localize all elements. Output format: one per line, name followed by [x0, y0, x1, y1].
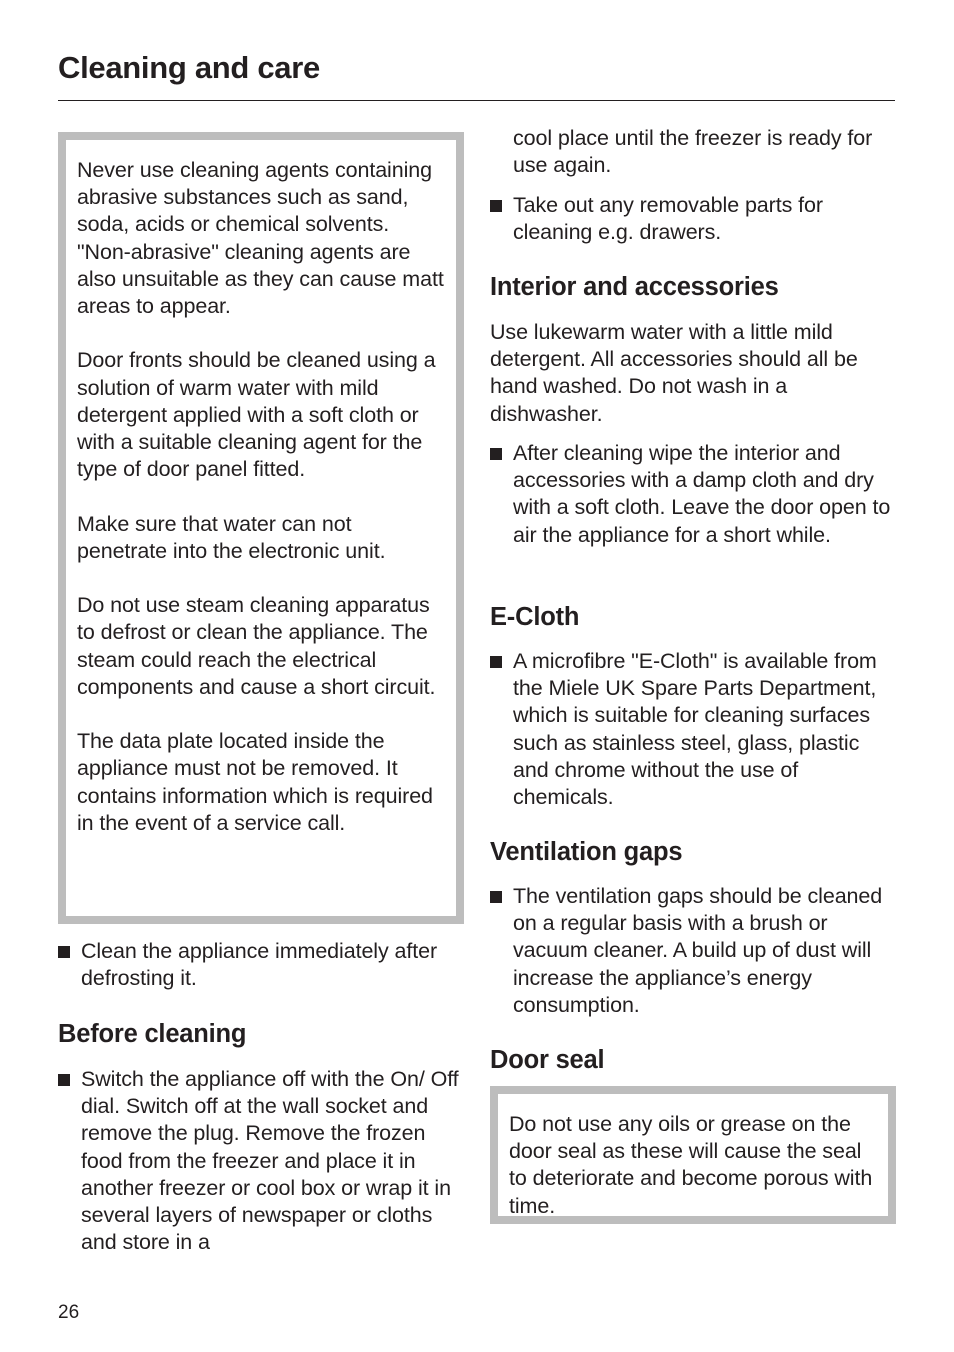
warning-box: [58, 132, 464, 924]
bullet-square-icon: [490, 200, 502, 212]
bullet-item: Switch the appliance off with the On/ Off dial. Switch off at the wall socket and remove the plug. Remove the frozen food from the freezer and place it in another freezer or cool box or wrap it in several layers of newspaper or cloths and store in a: [58, 1066, 462, 1256]
section-heading-door-seal: Door seal: [490, 1046, 605, 1074]
page-title: Cleaning and care: [58, 50, 320, 85]
section-heading-ventilation: Ventilation gaps: [490, 838, 683, 866]
bullet-item: The ventilation gaps should be cleaned on a regular basis with a brush or vacuum cleaner. A build up of dust will increase the appliance’s energy consumption.: [490, 883, 894, 1019]
bullet-item: A microfibre "E-Cloth" is available from the Miele UK Spare Parts Department, which is suitable for cleaning surfaces such as stainless steel, glass, plastic and chrome without the use of chemicals.: [490, 648, 894, 811]
bullet-square-icon: [490, 448, 502, 460]
warning-paragraph: Door fronts should be cleaned using a solution of warm water with mild detergent applied with a soft cloth or with a suitable cleaning agent for the type of door panel fitted.: [77, 348, 436, 482]
warning-paragraph: Never use cleaning agents containing abrasive substances such as sand, soda, acids or chemical solvents. "Non-abrasive" cleaning agents are also unsuitable as they can cause matt areas to appear.: [77, 158, 444, 319]
title-divider: [58, 100, 895, 101]
warning-paragraph: The data plate located inside the appliance must not be removed. It contains information which is required in the event of a service call.: [77, 729, 433, 835]
bullet-square-icon: [490, 891, 502, 903]
continued-text: cool place until the freezer is ready for use again.: [513, 126, 873, 178]
section-heading-before-cleaning: Before cleaning: [58, 1020, 247, 1048]
bullet-square-icon: [58, 1074, 70, 1086]
bullet-square-icon: [58, 946, 70, 958]
bullet-item: After cleaning wipe the interior and accessories with a damp cloth and dry with a soft cloth. Leave the door open to air the appliance for a short while.: [490, 440, 894, 549]
bullet-item: Clean the appliance immediately after defrosting it.: [58, 938, 458, 992]
interior-paragraph: Use lukewarm water with a little mild detergent. All accessories should all be hand washed. Do not wash in a dishwasher.: [490, 320, 858, 426]
warning-paragraph: Do not use steam cleaning apparatus to defrost or clean the appliance. The steam could reach the electrical components and cause a short circuit.: [77, 593, 436, 699]
bullet-item: Take out any removable parts for cleaning e.g. drawers.: [490, 192, 894, 246]
section-heading-interior: Interior and accessories: [490, 273, 779, 301]
bullet-square-icon: [490, 656, 502, 668]
door-seal-warning-box: Do not use any oils or grease on the door seal as these will cause the seal to deteriorate and become porous with time.: [490, 1086, 896, 1224]
warning-paragraph: Make sure that water can not penetrate into the electronic unit.: [77, 511, 386, 563]
page-number: 26: [58, 1302, 80, 1323]
section-heading-ecloth: E-Cloth: [490, 603, 580, 631]
